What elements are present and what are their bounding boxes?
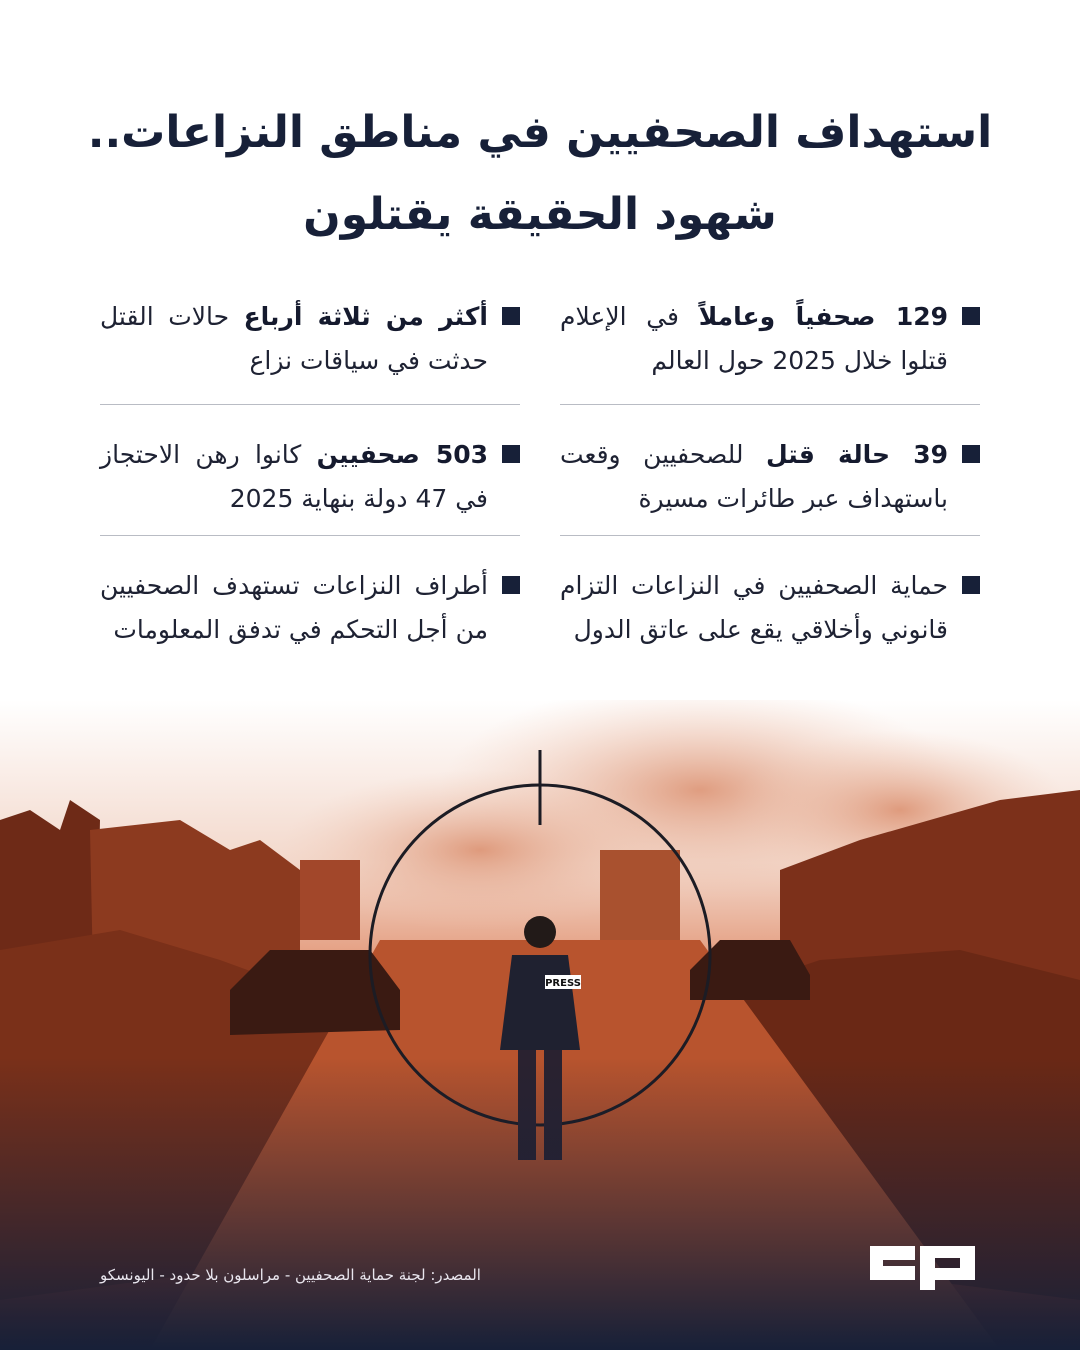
square-bullet-icon [502, 445, 520, 463]
fact-text [560, 433, 948, 521]
square-bullet-icon [962, 576, 980, 594]
fact-body: للصحفيين وقعت باستهداف عبر طائرات مسيرة [560, 440, 948, 513]
square-bullet-icon [502, 576, 520, 594]
fact-body: كانوا رهن الاحتجاز في 47 دولة بنهاية 2025 [100, 440, 488, 513]
square-bullet-icon [962, 307, 980, 325]
fact-text [100, 295, 488, 383]
page-title [60, 92, 1020, 256]
square-bullet-icon [502, 307, 520, 325]
fact-highlight: 129 صحفياً وعاملاً [698, 302, 948, 331]
square-bullet-icon [962, 445, 980, 463]
facts-grid [100, 295, 980, 676]
fact-item [560, 433, 980, 536]
fact-item [560, 564, 980, 676]
fact-item [100, 295, 520, 405]
fact-text [560, 564, 948, 652]
fact-text [100, 433, 488, 521]
fact-highlight: 503 صحفيين [316, 440, 489, 469]
fact-highlight: 39 حالة قتل [765, 440, 948, 469]
fact-body: أطراف النزاعات تستهدف الصحفيين من أجل التحكم في تدفق المعلومات [100, 571, 488, 644]
fact-item [100, 564, 520, 676]
fact-body: حماية الصحفيين في النزاعات التزام قانوني وأخلاقي يقع على عاتق الدول [560, 571, 948, 644]
fact-item [560, 295, 980, 405]
fact-body: في الإعلام قتلوا خلال 2025 حول العالم [560, 302, 948, 375]
fact-text [100, 564, 488, 652]
title-line-1: استهداف الصحفيين في مناطق النزاعات.. [87, 107, 993, 158]
fact-text [560, 295, 948, 383]
sefr-logo [855, 1238, 985, 1298]
title-line-2: شهود الحقيقة يقتلون [303, 189, 777, 240]
fact-highlight: أكثر من ثلاثة أرباع [243, 302, 488, 331]
fact-body: حالات القتل حدثت في سياقات نزاع [100, 302, 488, 375]
fact-item [100, 433, 520, 536]
source-caption: المصدر: لجنة حماية الصحفيين - مراسلون بلا حدود - اليونسكو [100, 1266, 481, 1284]
